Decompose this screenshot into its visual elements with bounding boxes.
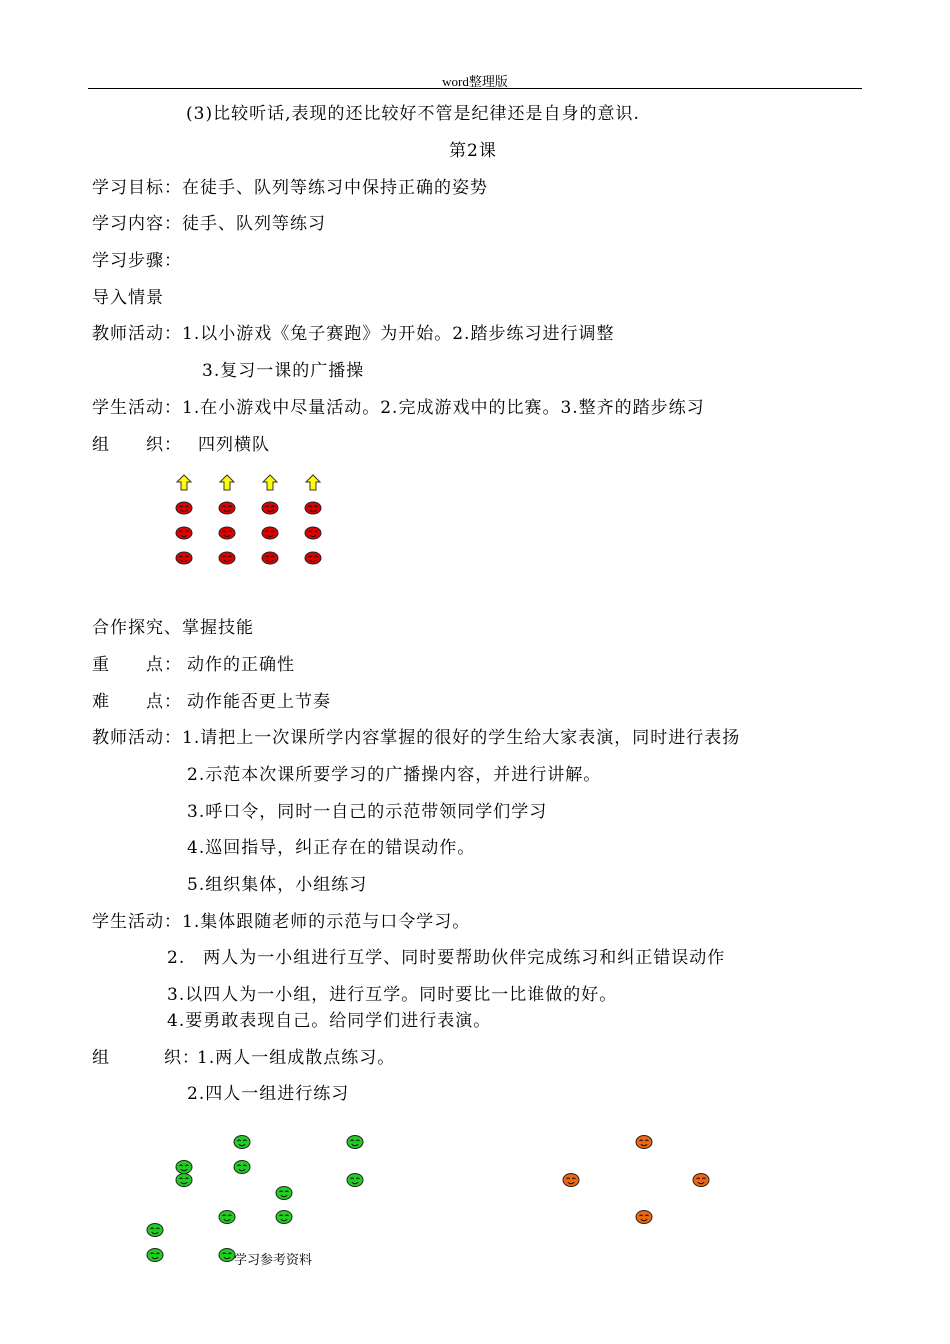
student-green-icon: [276, 1187, 292, 1200]
organization-label-1: 组 织：: [92, 435, 182, 455]
teacher-activity-2: 教师活动：1.请把上一次课所学内容掌握的很好的学生给大家表演，同时进行表扬: [92, 728, 741, 748]
lesson-title: 第2课: [449, 141, 497, 161]
student-green-icon: [176, 1161, 192, 1174]
student-red-icon: [176, 552, 192, 564]
teacher-activity-2-item-4: 4.巡回指导，纠正存在的错误动作。: [187, 838, 476, 858]
key-point-label: 重 点：: [92, 655, 182, 675]
student-orange-icon: [636, 1211, 652, 1224]
direction-arrow-icon: [220, 475, 234, 490]
student-red-icon: [176, 502, 192, 514]
student-red-icon: [305, 527, 321, 539]
student-activity-2: 学生活动：1.集体跟随老师的示范与口令学习。: [92, 912, 471, 932]
organization-value-2-item-2: 2.四人一组进行练习: [187, 1084, 350, 1104]
student-red-icon: [262, 502, 278, 514]
teacher-activity-2-item-2: 2.示范本次课所要学习的广播操内容，并进行讲解。: [187, 765, 602, 785]
student-red-icon: [219, 502, 235, 514]
teacher-activity-1-cont: 3.复习一课的广播操: [202, 361, 365, 381]
teacher-activity-2-item-5: 5.组织集体，小组练习: [187, 875, 368, 895]
teacher-activity-1: 教师活动：1.以小游戏《兔子赛跑》为开始。2.踏步练习进行调整: [92, 324, 615, 344]
difficulty-label: 难 点：: [92, 692, 182, 712]
previous-summary-line: (3)比较听话,表现的还比较好不管是纪律还是自身的意识.: [186, 104, 640, 124]
student-green-icon: [276, 1211, 292, 1224]
direction-arrow-icon: [263, 475, 277, 490]
student-activity-1: 学生活动：1.在小游戏中尽量活动。2.完成游戏中的比赛。3.整齐的踏步练习: [92, 398, 705, 418]
student-red-icon: [219, 552, 235, 564]
student-activity-2-item-2: 2. 两人为一小组进行互学、同时要帮助伙伴完成练习和纠正错误动作: [167, 948, 726, 968]
student-green-icon: [347, 1174, 363, 1187]
header-rule: [88, 88, 862, 89]
organization-value-1: 四列横队: [198, 435, 270, 455]
learning-content: 学习内容：徒手、队列等练习: [92, 214, 326, 234]
student-green-icon: [147, 1224, 163, 1237]
student-green-icon: [234, 1136, 250, 1149]
direction-arrow-icon: [177, 475, 191, 490]
student-green-icon: [234, 1161, 250, 1174]
learning-goal: 学习目标：在徒手、队列等练习中保持正确的姿势: [92, 178, 488, 198]
section-heading-cooperation: 合作探究、掌握技能: [92, 618, 254, 638]
student-green-icon: [176, 1174, 192, 1187]
student-green-icon: [147, 1249, 163, 1262]
student-activity-2-item-4: 4.要勇敢表现自己。给同学们进行表演。: [167, 1011, 492, 1031]
student-red-icon: [176, 527, 192, 539]
student-red-icon: [262, 552, 278, 564]
student-green-icon: [219, 1211, 235, 1224]
student-red-icon: [305, 502, 321, 514]
intro-heading: 导入情景: [92, 288, 164, 308]
student-red-icon: [219, 527, 235, 539]
page-header: word整理版: [442, 74, 508, 89]
learning-steps: 学习步骤：: [92, 251, 182, 271]
student-red-icon: [262, 527, 278, 539]
difficulty-value: 动作能否更上节奏: [187, 692, 331, 712]
student-green-icon: [219, 1249, 235, 1262]
formation-svg: [170, 470, 340, 570]
student-activity-2-item-3: 3.以四人为一小组，进行互学。同时要比一比谁做的好。: [167, 985, 618, 1005]
formation-diagram-four-rows: [170, 470, 340, 570]
student-orange-icon: [693, 1174, 709, 1187]
organization-label-2: 组 织：: [92, 1048, 200, 1068]
key-point-value: 动作的正确性: [187, 655, 295, 675]
teacher-activity-2-item-3: 3.呼口令，同时一自己的示范带领同学们学习: [187, 802, 548, 822]
page-footer: 学习参考资料: [234, 1252, 313, 1267]
scatter-groups-diagram: [130, 1125, 730, 1275]
direction-arrow-icon: [306, 475, 320, 490]
student-orange-icon: [636, 1136, 652, 1149]
student-green-icon: [347, 1136, 363, 1149]
organization-value-2: 1.两人一组成散点练习。: [197, 1048, 396, 1068]
scatter-svg: [130, 1125, 730, 1275]
student-orange-icon: [563, 1174, 579, 1187]
student-red-icon: [305, 552, 321, 564]
